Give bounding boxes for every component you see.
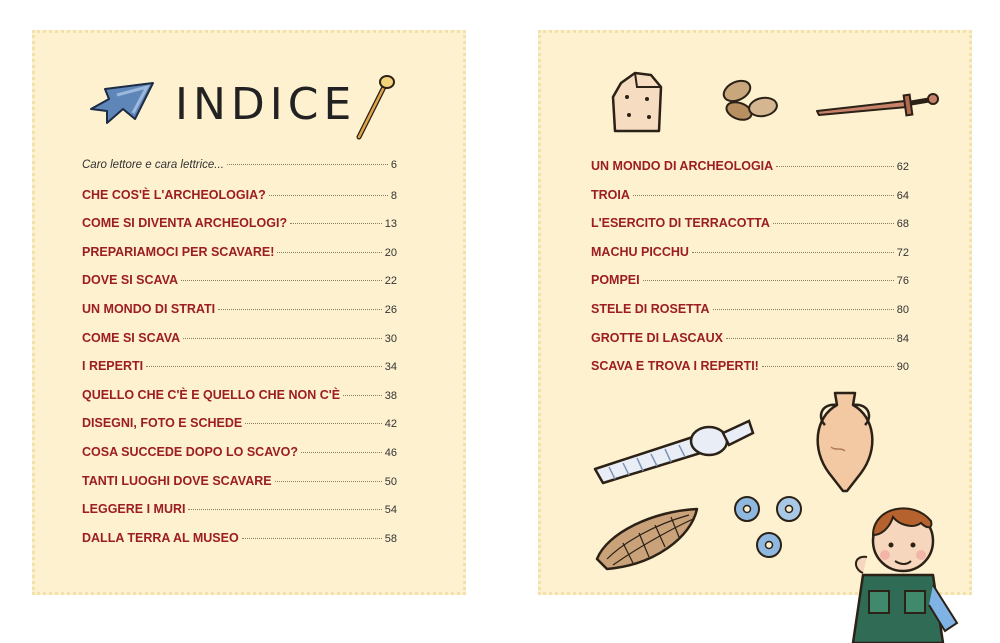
leader-dots	[188, 509, 381, 510]
basket-icon	[593, 503, 703, 573]
leader-dots	[692, 252, 894, 253]
page-title: INDICE	[175, 79, 357, 130]
toc-entry[interactable]	[82, 502, 397, 531]
toc-entry-page: 26	[384, 303, 397, 316]
leader-dots	[301, 452, 382, 453]
leader-dots	[762, 366, 894, 367]
toc-entry[interactable]	[591, 273, 909, 302]
toc-entry-label: DOVE SI SCAVA	[82, 273, 179, 288]
toc-entry-page: 46	[384, 446, 397, 459]
toc-list-right	[591, 159, 909, 388]
seeds-icon	[717, 73, 781, 129]
title-area	[35, 71, 463, 151]
toc-entry-page: 58	[384, 532, 397, 545]
toc-entry-label: MACHU PICCHU	[591, 244, 689, 259]
toc-entry[interactable]	[591, 302, 909, 331]
toc-entry-page: 84	[896, 332, 909, 345]
toc-entry[interactable]	[82, 216, 397, 245]
toc-entry[interactable]	[591, 331, 909, 360]
toc-entry[interactable]	[82, 331, 397, 360]
toc-entry-page: 20	[384, 246, 397, 259]
left-page	[32, 30, 466, 595]
toc-entry-intro[interactable]	[82, 159, 397, 188]
toc-entry-page: 80	[896, 303, 909, 316]
toc-entry-label: GROTTE DI LASCAUX	[591, 330, 723, 345]
leader-dots	[269, 195, 388, 196]
toc-entry-label: COSA SUCCEDE DOPO LO SCAVO?	[82, 444, 298, 459]
toc-entry-label: Caro lettore e cara lettrice...	[82, 159, 224, 171]
toc-entry-label: I REPERTI	[82, 359, 144, 374]
leader-dots	[343, 395, 382, 396]
beads-icon	[731, 491, 811, 561]
toc-entry-page: 90	[896, 361, 909, 374]
toc-entry-page: 72	[896, 246, 909, 259]
toc-entry-page: 54	[384, 504, 397, 517]
toc-entry[interactable]	[82, 531, 397, 560]
toc-entry[interactable]	[82, 445, 397, 474]
toc-entry-page: 6	[390, 159, 397, 171]
toc-entry-label: COME SI DIVENTA ARCHEOLOGI?	[82, 216, 288, 231]
toc-entry-label: UN MONDO DI ARCHEOLOGIA	[591, 159, 774, 173]
toc-entry[interactable]	[591, 216, 909, 245]
toc-entry-page: 62	[896, 161, 909, 173]
leader-dots	[776, 166, 894, 167]
leader-dots	[773, 223, 894, 224]
explorer-boy-illustration	[833, 495, 973, 643]
right-page	[538, 30, 972, 595]
toc-entry-label: LEGGERE I MURI	[82, 502, 186, 517]
toc-entry[interactable]	[591, 159, 909, 188]
toc-entry[interactable]	[82, 474, 397, 503]
toc-entry[interactable]	[82, 416, 397, 445]
leader-dots	[275, 481, 382, 482]
toc-entry-page: 8	[390, 189, 397, 202]
leader-dots	[218, 309, 382, 310]
leader-dots	[242, 538, 382, 539]
leader-dots	[227, 164, 388, 165]
toc-entry[interactable]	[591, 245, 909, 274]
toc-entry-page: 64	[896, 189, 909, 202]
leader-dots	[633, 195, 894, 196]
toc-entry-page: 22	[384, 275, 397, 288]
toc-entry-page: 30	[384, 332, 397, 345]
toc-entry-label: L'ESERCITO DI TERRACOTTA	[591, 216, 770, 231]
leader-dots	[277, 252, 381, 253]
toc-entry-page: 50	[384, 475, 397, 488]
leader-dots	[183, 338, 382, 339]
toc-entry[interactable]	[82, 388, 397, 417]
toc-entry-label: POMPEI	[591, 273, 640, 288]
toc-entry-label: TANTI LUOGHI DOVE SCAVARE	[82, 473, 272, 488]
toc-entry-label: COME SI SCAVA	[82, 330, 181, 345]
arrowhead-icon	[87, 79, 157, 127]
toc-entry[interactable]	[82, 359, 397, 388]
toc-entry-label: CHE COS'È L'ARCHEOLOGIA?	[82, 187, 266, 202]
toc-entry-label: PREPARIAMOCI PER SCAVARE!	[82, 244, 275, 259]
sword-icon	[813, 89, 943, 119]
toc-entry[interactable]	[82, 302, 397, 331]
bone-icon	[589, 411, 759, 491]
leader-dots	[245, 423, 382, 424]
leader-dots	[713, 309, 894, 310]
leader-dots	[146, 366, 382, 367]
toc-list-left	[82, 159, 397, 559]
stone-block-icon	[607, 67, 667, 137]
toc-entry-page: 13	[384, 218, 397, 231]
toc-entry-label: DALLA TERRA AL MUSEO	[82, 530, 239, 545]
toc-entry[interactable]	[82, 188, 397, 217]
toc-entry-label: STELE DI ROSETTA	[591, 301, 710, 316]
toc-entry-label: UN MONDO DI STRATI	[82, 301, 216, 316]
toc-entry-page: 68	[896, 218, 909, 231]
brush-icon	[353, 73, 397, 143]
toc-entry-label: DISEGNI, FOTO E SCHEDE	[82, 416, 243, 431]
toc-entry-page: 42	[384, 418, 397, 431]
toc-entry-label: TROIA	[591, 187, 630, 202]
toc-entry-page: 38	[384, 389, 397, 402]
leader-dots	[643, 280, 894, 281]
toc-entry[interactable]	[591, 188, 909, 217]
toc-entry-page: 34	[384, 361, 397, 374]
leader-dots	[181, 280, 382, 281]
toc-entry-label: SCAVA E TROVA I REPERTI!	[591, 359, 759, 374]
toc-entry[interactable]	[82, 245, 397, 274]
toc-entry[interactable]	[591, 359, 909, 388]
leader-dots	[726, 338, 894, 339]
amphora-icon	[807, 387, 883, 495]
toc-entry-page: 76	[896, 275, 909, 288]
toc-entry-label: QUELLO CHE C'È E QUELLO CHE NON C'È	[82, 387, 341, 402]
toc-entry[interactable]	[82, 273, 397, 302]
leader-dots	[290, 223, 382, 224]
